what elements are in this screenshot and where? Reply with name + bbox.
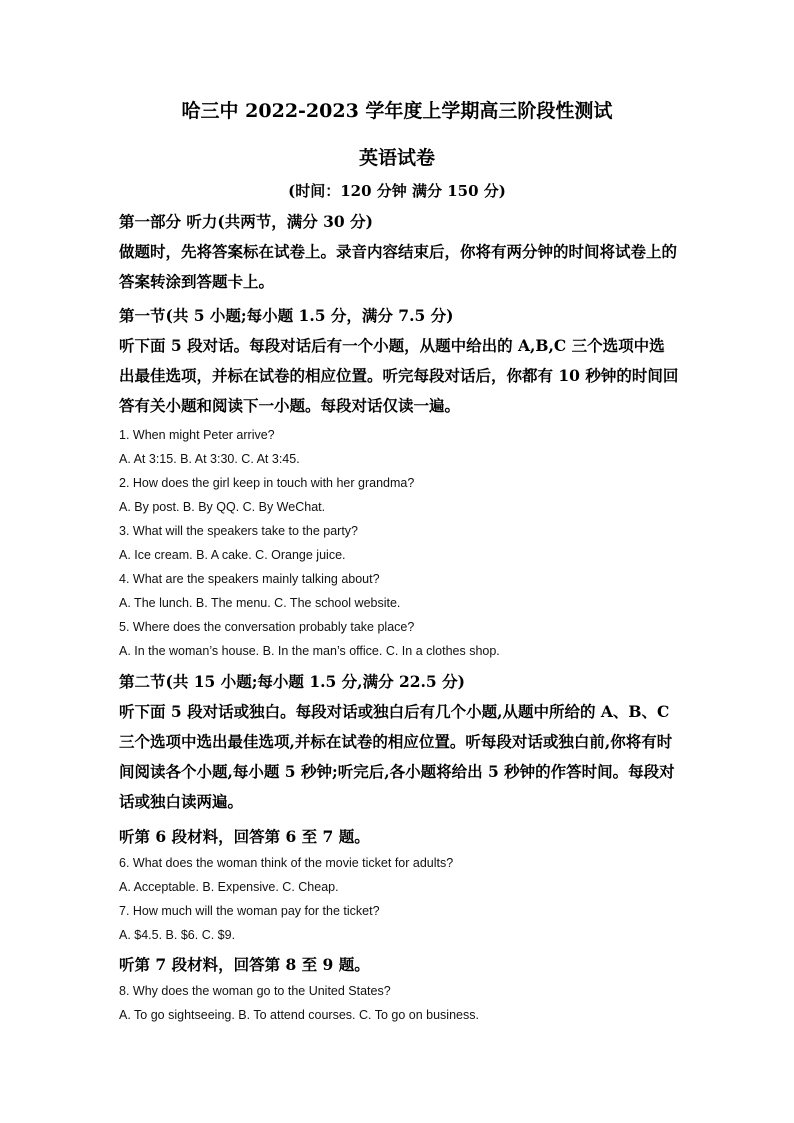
- question-7-options: A. $4.5. B. $6. C. $9.: [119, 928, 236, 942]
- question-3: 3. What will the speakers take to the party?: [119, 524, 359, 538]
- section1-instruction: 听下面 5 段对话。每段对话后有一个小题，从题中给出的 A,B,C 三个选项中选出最佳选项，并标在试卷的相应位置。听完每段对话后，你都有 10 秒钟的时间回答有关小题和阅读下一小题。每段对话仅读一遍。: [119, 336, 679, 415]
- part1-heading: 第一部分 听力(共两节，满分 30 分): [119, 212, 373, 231]
- question-4-options: A. The lunch. B. The menu. C. The school website.: [119, 596, 401, 610]
- question-6-options: A. Acceptable. B. Expensive. C. Cheap.: [119, 880, 339, 894]
- question-3-options: A. Ice cream. B. A cake. C. Orange juice.: [119, 548, 346, 562]
- question-1: 1. When might Peter arrive?: [119, 428, 275, 442]
- question-2-options: A. By post. B. By QQ. C. By WeChat.: [119, 500, 326, 514]
- time-info: (时间：120 分钟 满分 150 分): [288, 182, 506, 200]
- question-7: 7. How much will the woman pay for the ticket?: [119, 904, 380, 918]
- question-8: 8. Why does the woman go to the United States?: [119, 984, 391, 998]
- section2-heading: 第二节(共 15 小题;每小题 1.5 分,满分 22.5 分): [119, 672, 465, 691]
- question-5: 5. Where does the conversation probably take place?: [119, 620, 415, 634]
- question-4: 4. What are the speakers mainly talking about?: [119, 572, 380, 586]
- material-6-heading: 听第 6 段材料，回答第 6 至 7 题。: [119, 827, 370, 846]
- question-1-options: A. At 3:15. B. At 3:30. C. At 3:45.: [119, 452, 300, 466]
- question-2: 2. How does the girl keep in touch with her grandma?: [119, 476, 415, 490]
- question-5-options: A. In the woman’s house. B. In the man’s office. C. In a clothes shop.: [119, 644, 500, 658]
- exam-title: 哈三中 2022-2023 学年度上学期高三阶段性测试: [181, 100, 613, 122]
- part1-instruction: 做题时，先将答案标在试卷上。录音内容结束后，你将有两分钟的时间将试卷上的答案转涂到答题卡上。: [119, 242, 678, 291]
- question-6: 6. What does the woman think of the movie ticket for adults?: [119, 856, 454, 870]
- subject-title: 英语试卷: [358, 147, 435, 169]
- material-7-heading: 听第 7 段材料，回答第 8 至 9 题。: [119, 955, 370, 974]
- question-8-options: A. To go sightseeing. B. To attend courses. C. To go on business.: [119, 1008, 479, 1022]
- section1-heading: 第一节(共 5 小题;每小题 1.5 分，满分 7.5 分): [119, 306, 454, 325]
- section2-instruction: 听下面 5 段对话或独白。每段对话或独白后有几个小题,从题中所给的 A、B、C 三个选项中选出最佳选项,并标在试卷的相应位置。听每段对话或独白前,你将有时间阅读各个小题,每小题 5 秒钟;听完后,各小题将给出 5 秒钟的作答时间。每段对话或独白读两遍。: [119, 702, 675, 811]
